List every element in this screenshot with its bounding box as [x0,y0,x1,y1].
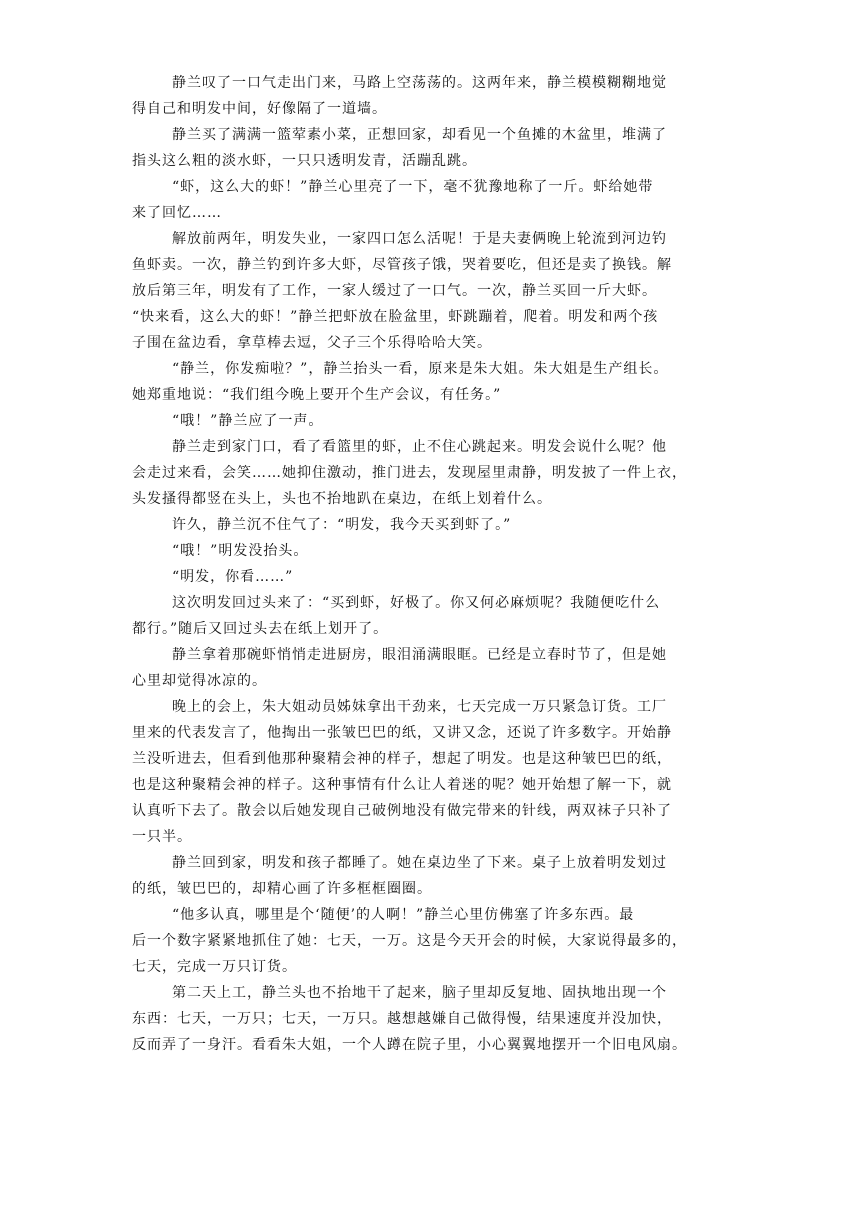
text-line: 七天，完成一万只订货。 [132,959,297,975]
text-line: 解放前两年，明发失业，一家四口怎么活呢！于是夫妻俩晚上轮流到河边钓 [172,231,667,247]
text-line: 静兰走到家门口，看了看篮里的虾，止不住心跳起来。明发会说什么呢？他 [172,439,667,455]
text-line: “快来看，这么大的虾！”静兰把虾放在脸盆里，虾跳蹦着，爬着。明发和两个孩 [132,309,659,325]
text-line: 里来的代表发言了，他掏出一张皱巴巴的纸，又讲又念，还说了许多数字。开始静 [132,725,672,741]
text-line: “哦！”明发没抬头。 [172,543,309,559]
text-line: 也是这种聚精会神的样子。这种事情有什么让人着迷的呢？她开始想了解一下，就 [132,777,672,793]
text-line: 东西：七天，一万只；七天，一万只。越想越嫌自己做得慢，结果速度并没加快， [132,1011,672,1027]
text-line: 她郑重地说：“我们组今晚上要开个生产会议，有任务。” [132,387,502,403]
text-line: 指头这么粗的淡水虾，一只只透明发青，活蹦乱跳。 [132,153,477,169]
text-line: 子围在盆边看，拿草棒去逗，父子三个乐得哈哈大笑。 [132,335,492,351]
text-line: 的纸，皱巴巴的，却精心画了许多框框圈圈。 [132,881,432,897]
text-line: 兰没听进去，但看到他那种聚精会神的样子，想起了明发。也是这种皱巴巴的纸， [132,751,672,767]
text-line: 静兰买了满满一篮荤素小菜，正想回家，却看见一个鱼摊的木盆里，堆满了 [172,127,667,143]
text-line: 静兰回到家，明发和孩子都睡了。她在桌边坐了下来。桌子上放着明发划过 [172,855,667,871]
text-line: 会走过来看，会笑……她抑住激动，推门进去，发现屋里肃静，明发披了一件上衣， [132,465,687,481]
text-line: 后一个数字紧紧地抓住了她：七天，一万。这是今天开会的时候，大家说得最多的， [132,933,687,949]
text-line: 放后第三年，明发有了工作，一家人缓过了一口气。一次，静兰买回一斤大虾。 [132,283,657,299]
text-line: 反而弄了一身汗。看看朱大姐，一个人蹲在院子里，小心翼翼地摆开一个旧电风扇。 [132,1037,687,1053]
text-line: 晚上的会上，朱大姐动员姊妹拿出干劲来，七天完成一万只紧急订货。工厂 [172,699,667,715]
text-line: 许久，静兰沉不住气了：“明发，我今天买到虾了。” [172,517,512,533]
text-line: “虾，这么大的虾！”静兰心里亮了一下，毫不犹豫地称了一斤。虾给她带 [172,179,654,195]
text-line: “他多认真，哪里是个‘随便’的人啊！”静兰心里仿佛塞了许多东西。最 [172,907,635,923]
text-line: 鱼虾卖。一次，静兰钓到许多大虾，尽管孩子饿，哭着要吃，但还是卖了换钱。解 [132,257,672,273]
text-line: 静兰拿着那碗虾悄悄走进厨房，眼泪涌满眼眶。已经是立春时节了，但是她 [172,647,667,663]
text-line: 静兰叹了一口气走出门来，马路上空荡荡的。这两年来，静兰模模糊糊地觉 [172,75,667,91]
text-line: 一只半。 [132,829,192,845]
text-line: “明发，你看……” [172,569,294,585]
text-line: “静兰，你发痴啦？”，静兰抬头一看，原来是朱大姐。朱大姐是生产组长。 [172,361,669,377]
text-line: 来了回忆…… [132,205,222,221]
text-line: 头发搔得都竖在头上，头也不抬地趴在桌边，在纸上划着什么。 [132,491,552,507]
text-line: 都行。”随后又回过头去在纸上划开了。 [132,621,389,637]
text-line: 认真听下去了。散会以后她发现自己破例地没有做完带来的针线，两双袜子只补了 [132,803,672,819]
text-line: 这次明发回过头来了：“买到虾，好极了。你又何必麻烦呢？我随便吃什么 [172,595,661,611]
text-line: “哦！”静兰应了一声。 [172,413,324,429]
text-line: 得自己和明发中间，好像隔了一道墙。 [132,101,387,117]
text-line: 第二天上工，静兰头也不抬地干了起来，脑子里却反复地、固执地出现一个 [172,985,667,1001]
text-line: 心里却觉得冰凉的。 [132,673,267,689]
